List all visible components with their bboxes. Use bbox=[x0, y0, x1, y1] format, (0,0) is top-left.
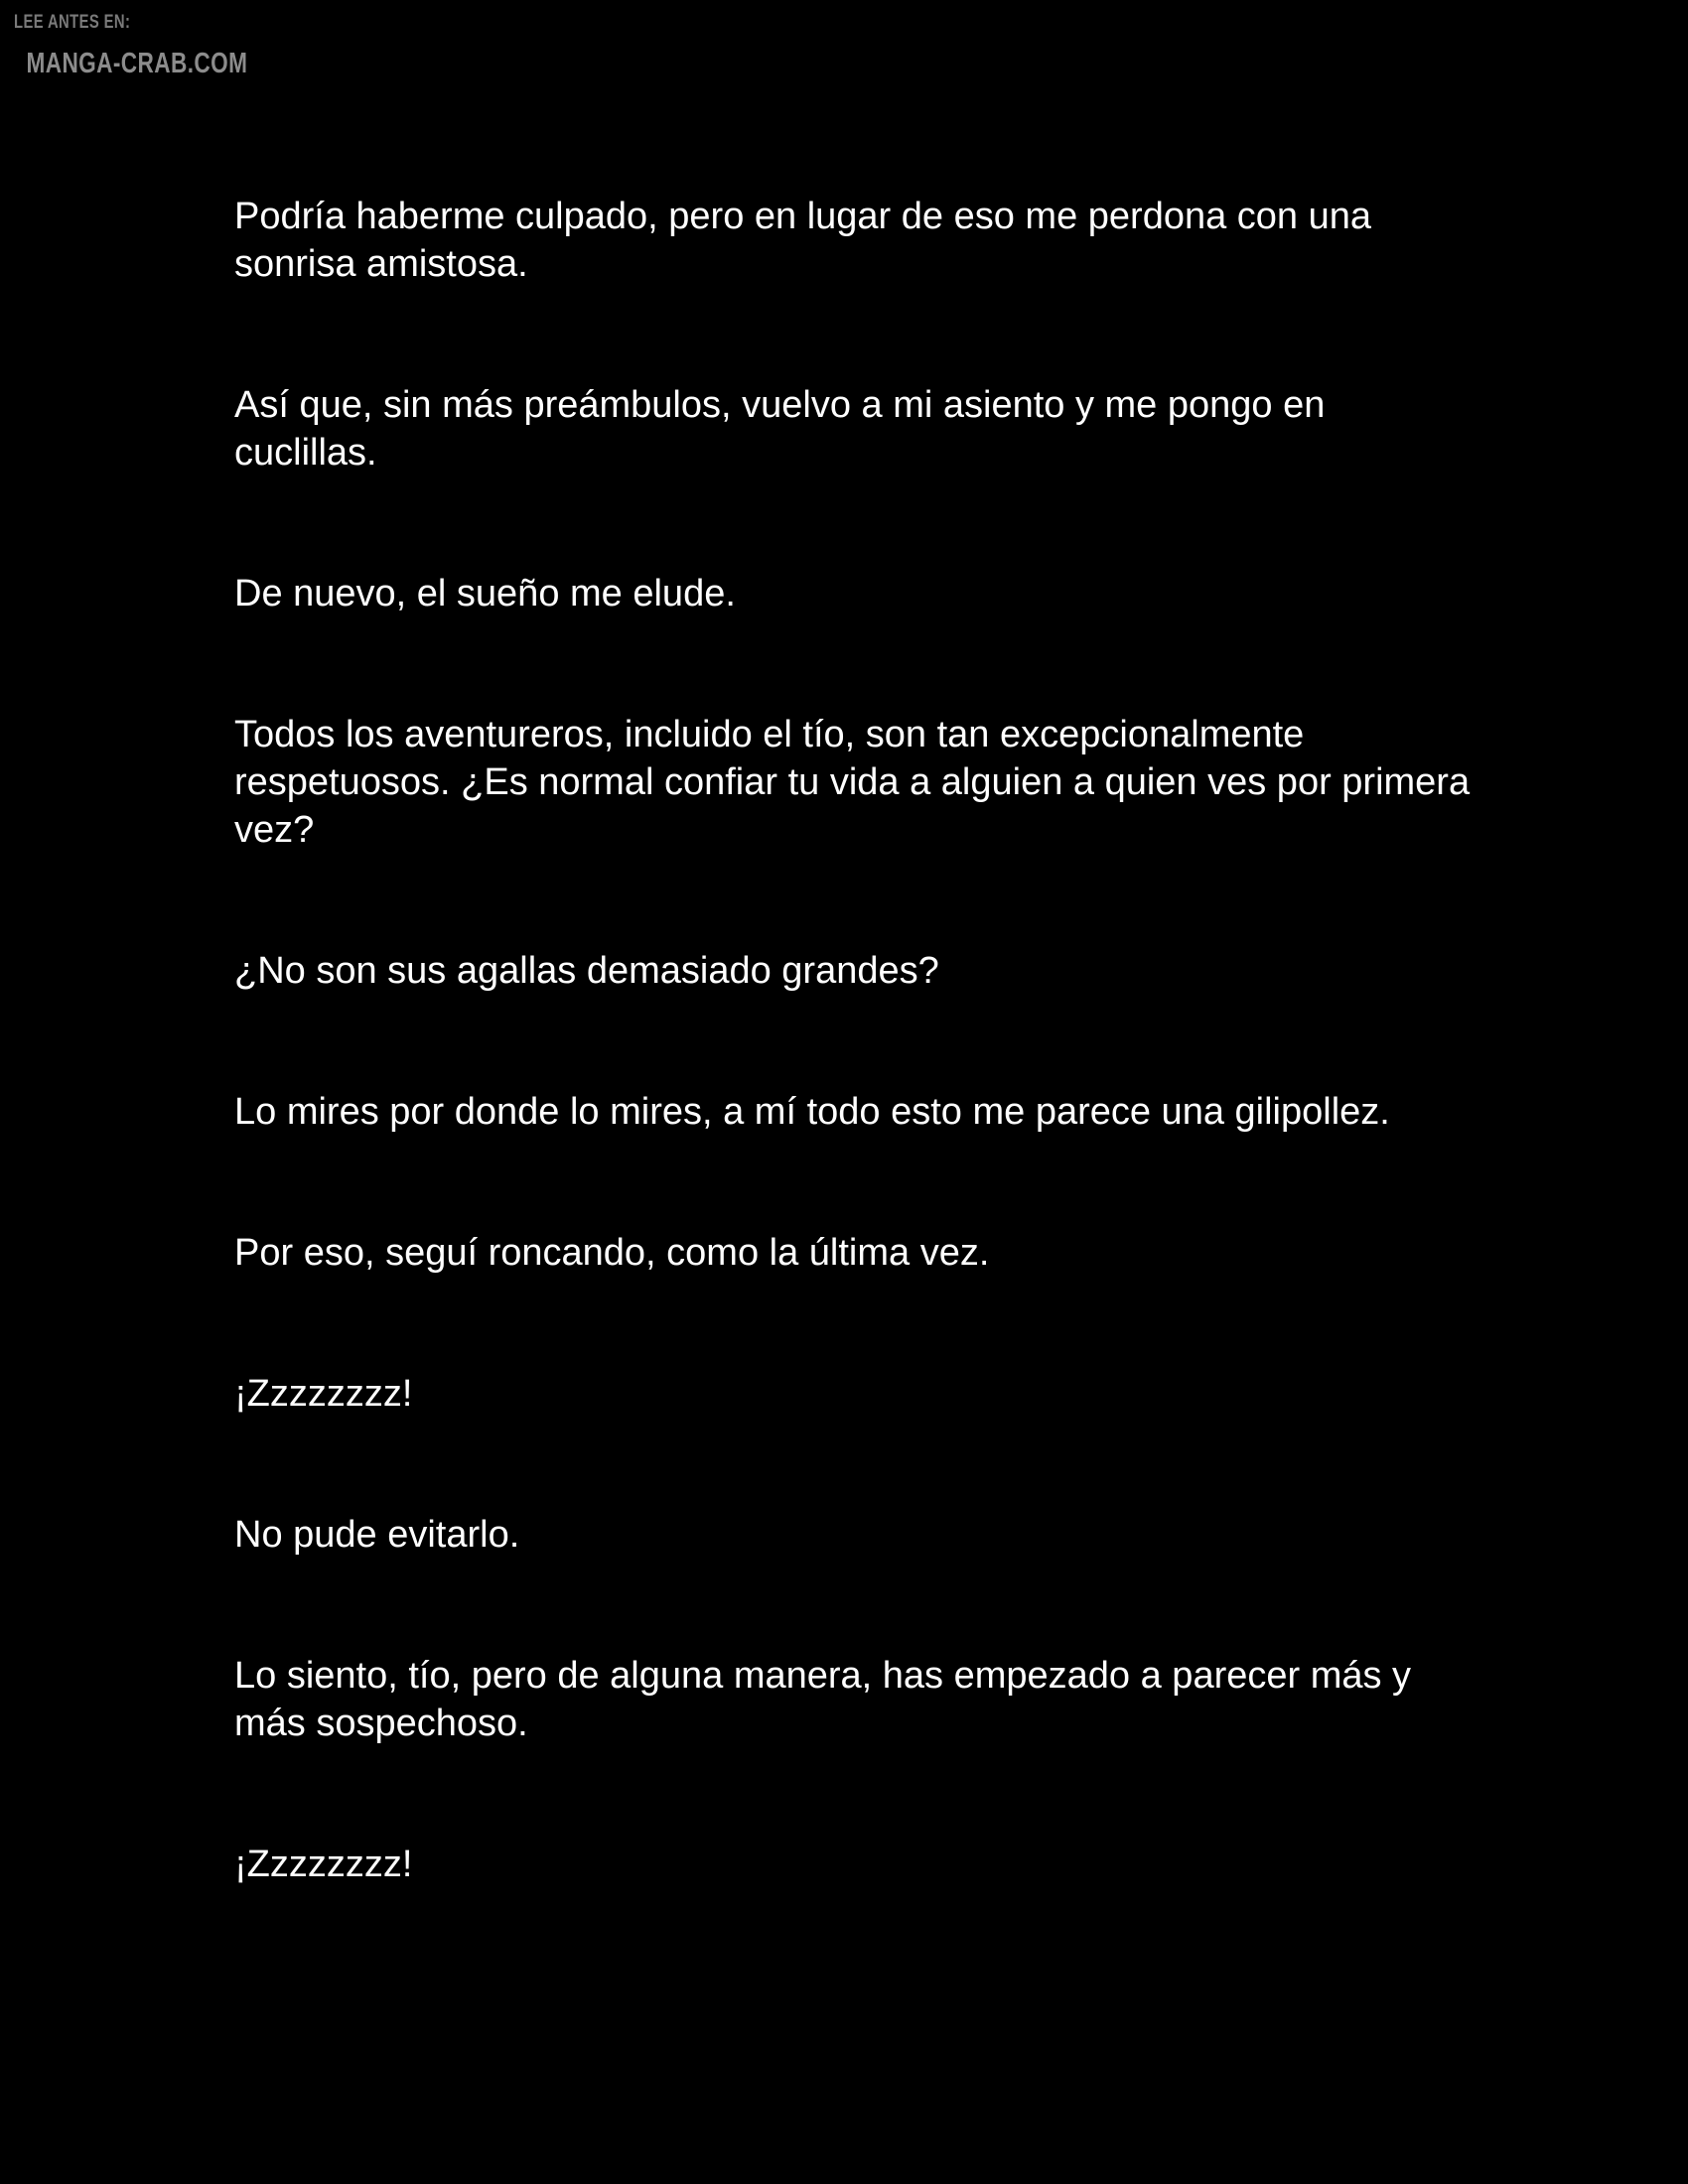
paragraph: De nuevo, el sueño me elude. bbox=[234, 573, 736, 614]
paragraph: Todos los aventureros, incluido el tío, son tan excepcionalmente respetuosos. ¿Es normal confiar tu vida a alguien a quien ves por primera vez? bbox=[234, 714, 1471, 851]
watermark-label: LEE ANTES EN: bbox=[14, 12, 131, 33]
paragraph: No pude evitarlo. bbox=[234, 1514, 520, 1556]
paragraph: ¿No son sus agallas demasiado grandes? bbox=[234, 950, 939, 992]
paragraph: Lo mires por donde lo mires, a mí todo esto me parece una gilipollez. bbox=[234, 1091, 1390, 1133]
paragraph: Así que, sin más preámbulos, vuelvo a mi asiento y me pongo en cuclillas. bbox=[234, 384, 1326, 474]
paragraph: ¡Zzzzzzzz! bbox=[234, 1373, 413, 1415]
paragraph: Lo siento, tío, pero de alguna manera, has empezado a parecer más y más sospechoso. bbox=[234, 1655, 1412, 1744]
paragraph: Podría haberme culpado, pero en lugar de eso me perdona con una sonrisa amistosa. bbox=[234, 196, 1372, 285]
watermark-site: MANGA-CRAB.COM bbox=[26, 48, 248, 79]
paragraph: ¡Zzzzzzzz! bbox=[234, 1843, 413, 1885]
watermark bbox=[14, 12, 247, 80]
text-content bbox=[234, 193, 1476, 1981]
paragraph: Por eso, seguí roncando, como la última vez. bbox=[234, 1232, 990, 1274]
